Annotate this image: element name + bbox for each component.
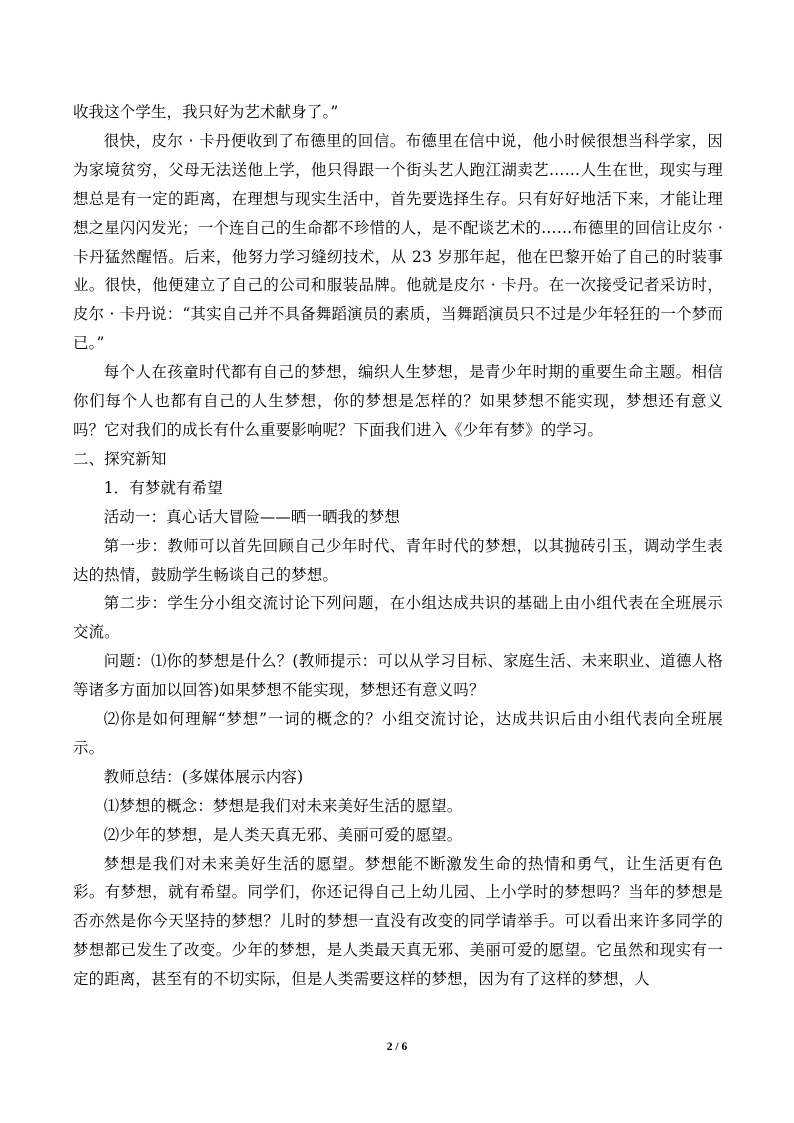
document-body (73, 98, 723, 994)
activity-title: 活动一：真心话大冒险——晒一晒我的梦想 (103, 507, 401, 526)
paragraph: 每个人在孩童时代都有自己的梦想，编织人生梦想，是青少年时期的重要生命主题。相信你们每个人也都有自己的人生梦想，你的梦想是怎样的？如果梦想不能实现，梦想还有意义吗？它对我们的成长有什么重要影响呢？下面我们进入《少年有梦》的学习。 (73, 363, 723, 439)
paragraph: ⑵少年的梦想，是人类天真无邪、美丽可爱的愿望。 (103, 825, 463, 844)
paragraph: 第一步：教师可以首先回顾自己少年时代、青年时代的梦想，以其抛砖引玉，调动学生表达的热情，鼓励学生畅谈自己的梦想。 (73, 536, 723, 584)
paragraph: 第二步：学生分小组交流讨论下列问题，在小组达成共识的基础上由小组代表在全班展示交流。 (73, 594, 723, 642)
paragraph: ⑵你是如何理解“梦想”一词的概念的？小组交流讨论，达成共识后由小组代表向全班展示。 (73, 710, 723, 757)
paragraph: 问题：⑴你的梦想是什么？(教师提示：可以从学习目标、家庭生活、未来职业、道德人格等诸多方面加以回答)如果梦想不能实现，梦想还有意义吗？ (73, 652, 723, 700)
paragraph: ⑴梦想的概念：梦想是我们对未来美好生活的愿望。 (103, 796, 463, 815)
subsection-heading: 1．有梦就有希望 (103, 478, 223, 497)
paragraph: 教师总结：(多媒体展示内容) (103, 767, 304, 786)
paragraph: 梦想是我们对未来美好生活的愿望。梦想能不断激发生命的热情和勇气，让生活更有色彩。有梦想，就有希望。同学们，你还记得自己上幼儿园、上小学时的梦想吗？当年的梦想是否亦然是你今天坚持的梦想？儿时的梦想一直没有改变的同学请举手。可以看出来许多同学的梦想都已发生了改变。少年的梦想，是人类最天真无邪、美丽可爱的愿望。它虽然和现实有一定的距离，甚至有的不切实际，但是人类需要这样的梦想，因为有了这样的梦想，人 (73, 854, 723, 989)
paragraph: 很快，皮尔 · 卡丹便收到了布德里的回信。布德里在信中说，他小时候很想当科学家，因为家境贫穷，父母无法送他上学，他只得跟一个街头艺人跑江湖卖艺……人生在世，现实与理想总是有一定的距离，在理想与现实生活中，首先要选择生存。只有好好地活下来，才能让理想之星闪闪发光；一个连自己的生命都不珍惜的人，是不配谈艺术的……布德里的回信让皮尔 · 卡丹猛然醒悟。后来，他努力学习缝纫技术，从 23 岁那年起，他在巴黎开始了自己的时装事业。很快，他便建立了自己的公司和服装品牌。他就是皮尔 · 卡丹。在一次接受记者采访时，皮尔 · 卡丹说：“其实自己并不具备舞蹈演员的素质，当舞蹈演员只不过是少年轻狂的一个梦而已。” (73, 131, 723, 353)
page-number: 2 / 6 (386, 1041, 408, 1053)
paragraph: 收我这个学生，我只好为艺术献身了。” (73, 103, 339, 121)
section-heading: 二、探究新知 (73, 449, 167, 468)
